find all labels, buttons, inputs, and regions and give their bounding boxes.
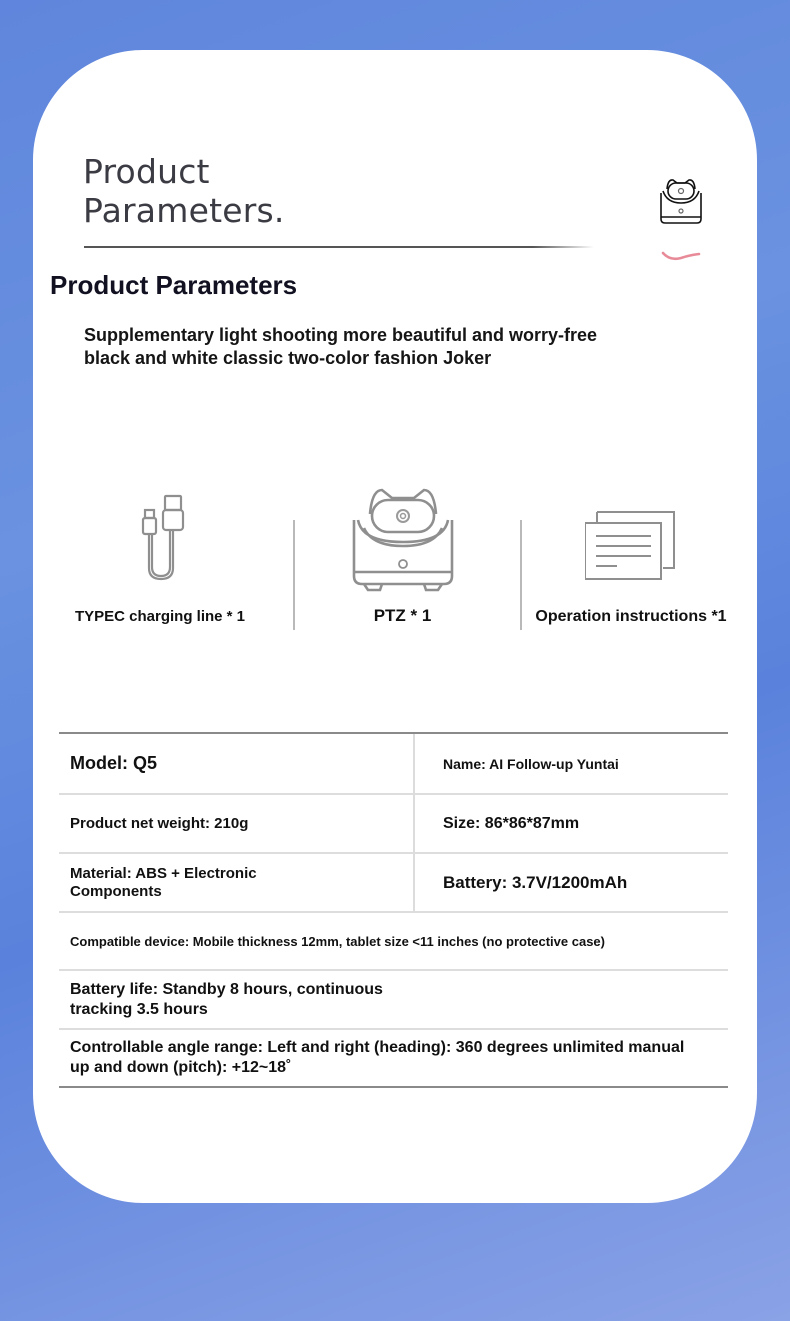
table-row — [59, 1030, 728, 1088]
table-row — [59, 795, 728, 854]
section-subtitle: Supplementary light shooting more beautiful and worry-free black and white classic two-color fashion Joker — [84, 325, 598, 368]
spec-angle-line2: up and down (pitch): +12~18˚ — [70, 1059, 292, 1076]
section-title: Product Parameters — [50, 270, 298, 300]
spec-model: Model: Q5 — [59, 734, 415, 793]
spec-size: Size: 86*86*87mm — [443, 814, 580, 832]
hero-title-line2: Parameters. — [83, 191, 285, 230]
accessory-item-cable — [60, 490, 260, 625]
accessory-label: TYPEC charging line * 1 — [74, 608, 246, 625]
spec-battery: Battery: 3.7V/1200mAh — [443, 872, 628, 892]
spec-battery-life-line2: tracking 3.5 hours — [70, 1000, 208, 1018]
table-row — [59, 854, 728, 913]
table-row — [59, 971, 728, 1030]
accessory-item-instructions — [522, 508, 740, 626]
spec-material: Material: ABS + Electronic Components — [59, 854, 415, 911]
spec-angle-range — [59, 1030, 728, 1086]
spec-battery-life-line1: Battery life: Standby 8 hours, continuous — [70, 980, 383, 998]
usb-cable-icon — [130, 490, 190, 586]
table-row — [59, 913, 728, 971]
ptz-device-icon — [350, 484, 456, 592]
spec-name: Name: AI Follow-up Yuntai — [443, 755, 619, 772]
table-row — [59, 734, 728, 795]
accessory-label: Operation instructions *1 — [535, 608, 727, 625]
hero-title-line1: Product — [83, 152, 210, 191]
spec-compatible: Compatible device: Mobile thickness 12mm, tablet size <11 inches (no protective case) — [70, 933, 605, 949]
accessory-item-ptz — [300, 484, 505, 626]
spec-battery-life — [59, 971, 728, 1028]
spec-angle-line1: Controllable angle range: Left and right (heading): 360 degrees unlimited manual — [70, 1039, 685, 1056]
spec-table — [59, 732, 728, 1088]
spec-weight: Product net weight: 210g — [59, 795, 415, 852]
accessory-divider — [293, 520, 295, 630]
documents-icon — [585, 508, 677, 580]
hero-title — [83, 152, 285, 230]
smile-accent-icon — [660, 248, 702, 264]
hero-divider — [84, 246, 594, 248]
accessory-label: PTZ * 1 — [373, 606, 432, 625]
ptz-device-icon — [655, 175, 707, 227]
